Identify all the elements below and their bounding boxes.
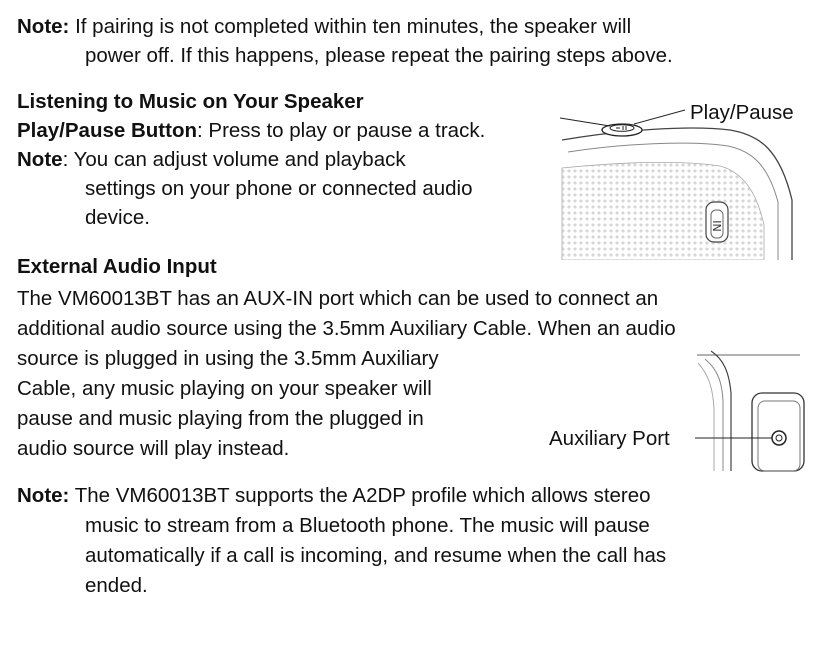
play-pause-text: : Press to play or pause a track. (197, 119, 486, 142)
external-line-3: source is plugged in using the 3.5mm Auxiliary (17, 347, 439, 370)
external-line-4: Cable, any music playing on your speaker will (17, 377, 432, 400)
listening-note-label: Note (17, 148, 63, 171)
listening-note-text-1: : You can adjust volume and playback (62, 148, 406, 171)
listening-note-text-2: settings on your phone or connected audio (85, 177, 473, 200)
svg-text:NI: NI (711, 220, 724, 232)
external-line-1: The VM60013BT has an AUX-IN port which can be used to connect an (17, 287, 659, 310)
note-2-text-4: ended. (85, 574, 148, 597)
note-2-line-1 (17, 482, 651, 509)
external-heading: External Audio Input (17, 255, 217, 278)
note-1-text-1: If pairing is not completed within ten minutes, the speaker will (75, 15, 632, 38)
listening-heading: Listening to Music on Your Speaker (17, 90, 364, 113)
note-2-text-3: automatically if a call is incoming, and resume when the call has (85, 544, 667, 567)
note-2-text-1: The VM60013BT supports the A2DP profile which allows stereo (74, 484, 651, 507)
listening-note-line-1 (17, 146, 406, 173)
play-pause-label: Play/Pause Button (17, 119, 197, 142)
aux-port-figure (695, 343, 805, 473)
note-1-text-2: power off. If this happens, please repeat the pairing steps above. (85, 44, 673, 67)
listening-note-text-3: device. (85, 206, 150, 229)
aux-port-illustration (695, 343, 805, 473)
note-2-label: Note: (17, 484, 70, 507)
note-1-line-1 (17, 13, 631, 40)
external-line-6: audio source will play instead. (17, 437, 290, 460)
play-pause-description (17, 117, 485, 144)
aux-port-callout: Auxiliary Port (549, 427, 670, 450)
play-pause-callout: Play/Pause (690, 101, 794, 124)
note-2-text-2: music to stream from a Bluetooth phone. The music will pause (85, 514, 650, 537)
external-line-5: pause and music playing from the plugged in (17, 407, 424, 430)
external-line-2: additional audio source using the 3.5mm Auxiliary Cable. When an audio (17, 317, 676, 340)
note-1-label: Note: (17, 15, 70, 38)
